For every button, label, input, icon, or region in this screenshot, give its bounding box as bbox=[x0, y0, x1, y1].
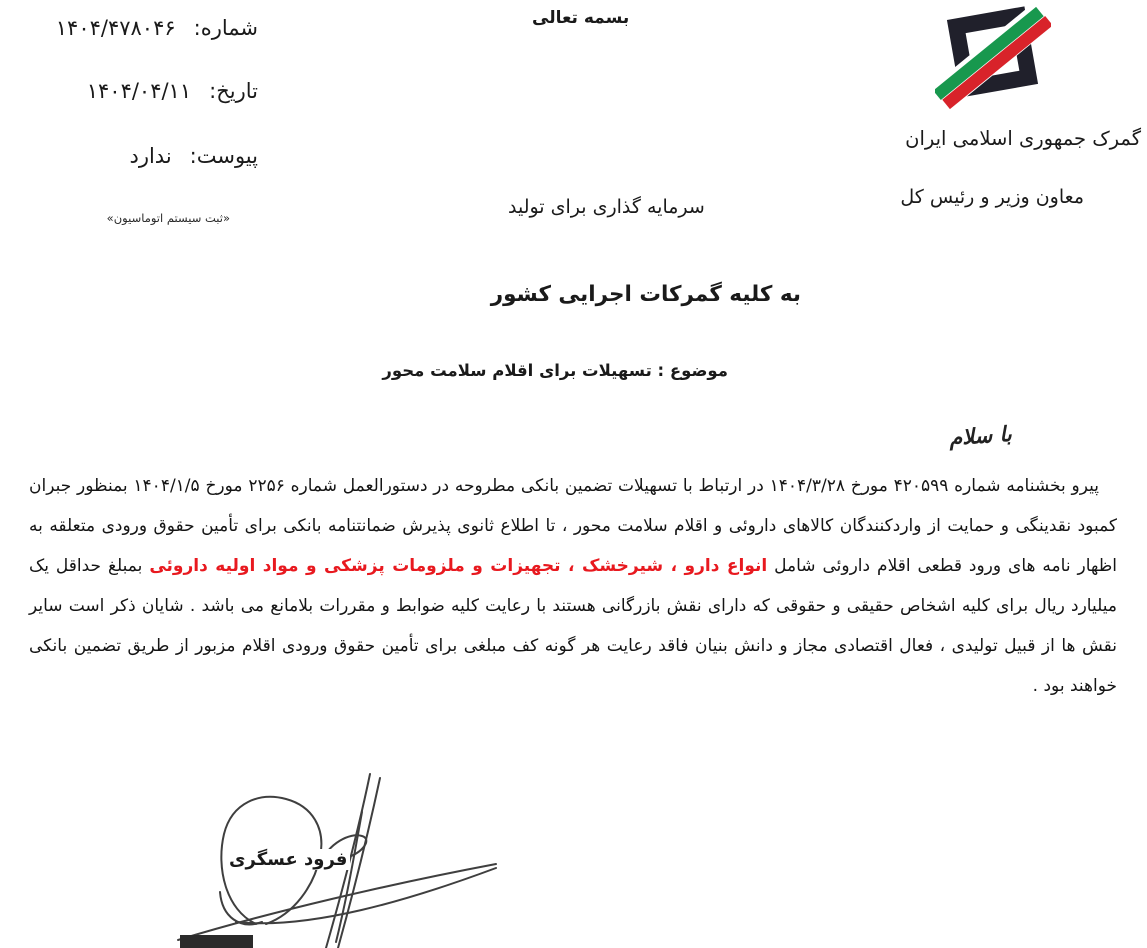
organization-name: گمرک جمهوری اسلامی ایران bbox=[905, 127, 1141, 150]
body-text-highlight-red: انواع دارو ، شیرخشک ، تجهیزات و ملزومات پزشکی و مواد اولیه داروئی bbox=[149, 556, 768, 576]
letter-number-label: شماره: bbox=[193, 16, 258, 40]
letter-number-row bbox=[56, 16, 258, 40]
salutation-handwriting: با سلام bbox=[948, 421, 1013, 451]
recipient-heading: به کلیه گمرکات اجرایی کشور bbox=[490, 282, 801, 307]
letter-attachment-label: پیوست: bbox=[189, 144, 258, 168]
signature-stroke-3 bbox=[336, 812, 362, 942]
signer-name: فرود عسگری bbox=[226, 849, 350, 870]
signature-longline-1 bbox=[178, 864, 496, 940]
year-slogan-text: سرمایه گذاری برای تولید bbox=[508, 196, 705, 218]
letter-attachment-row bbox=[129, 144, 258, 168]
signature-longline-2 bbox=[236, 868, 496, 923]
letter-date-label: تاریخ: bbox=[209, 79, 258, 103]
body-text-before: پیرو بخشنامه شماره ۴۲۰۵۹۹ مورخ ۱۴۰۴/۳/۲۸ در ارتباط با تسهیلات تضمین بانکی مطروحه در دستورالعمل شماره ۲۲۵۶ مورخ ۱۴۰۴/۱/۵ بمنظور جبران کمبود نقدینگی و حمایت از واردکنندگان کالاهای داروئی و اقلام سلامت محور ، تا اطلاع ثانوی پذیرش ضمانتنامه بانکی برای تأمین حقوق ورودی متعلقه به اظهار نامه های ورود قطعی اقلام داروئی شامل bbox=[29, 476, 1117, 576]
letter-number-value: ۱۴۰۴/۴۷۸۰۴۶ bbox=[55, 16, 176, 40]
letter-date-value: ۱۴۰۴/۰۴/۱۱ bbox=[86, 79, 192, 103]
subject-line: موضوع : تسهیلات برای اقلام سلامت محور bbox=[382, 361, 728, 380]
customs-logo-icon bbox=[935, 2, 1051, 116]
letter-attachment-value: ندارد bbox=[129, 144, 172, 168]
automation-registration-note: «ثبت سیستم اتوماسیون» bbox=[106, 211, 230, 225]
letter-date-row bbox=[87, 79, 258, 103]
bottom-cropped-stamp-bar bbox=[180, 935, 253, 948]
besmeleh-text: بسمه تعالی bbox=[532, 8, 630, 28]
organization-role: معاون وزیر و رئیس کل bbox=[900, 186, 1084, 208]
iran-customs-logo bbox=[935, 2, 1051, 116]
letter-body-paragraph bbox=[29, 466, 1117, 706]
signature-tail-curve bbox=[220, 892, 262, 924]
body-text-after: بمبلغ حداقل یک میلیارد ریال برای کلیه اشخاص حقیقی و حقوقی که دارای نقش بازرگانی هستند با رعایت کلیه ضوابط و مقررات بلامانع می باشد . شایان ذکر است سایر نقش ها از قبیل تولیدی ، فعال اقتصادی مجاز و دانش بنیان فاقد رعایت هر گونه کف مبلغی برای تأمین حقوق ورودی اقلام مزبور از طریق تضمین بانکی خواهند بود . bbox=[29, 556, 1117, 696]
